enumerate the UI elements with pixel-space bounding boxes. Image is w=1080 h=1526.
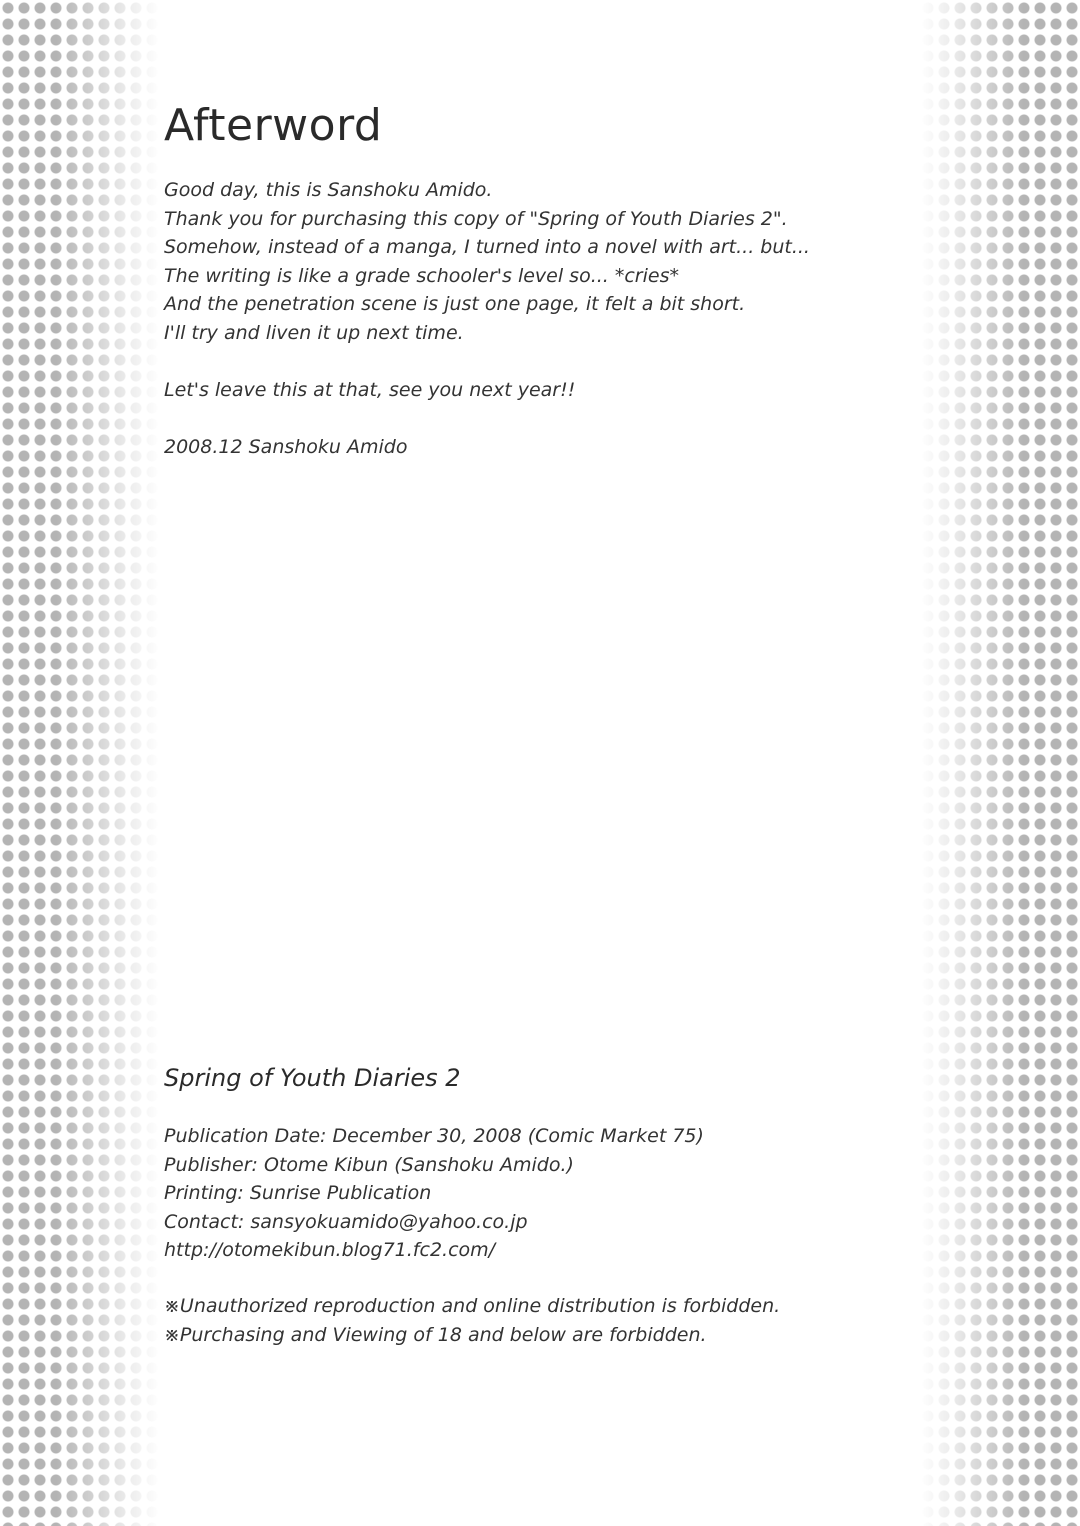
publication-date: Publication Date: December 30, 2008 (Comic Market 75)	[164, 1125, 704, 1147]
afterword-line: Thank you for purchasing this copy of "Spring of Youth Diaries 2".	[164, 207, 788, 230]
afterword-body	[164, 176, 810, 461]
publisher: Publisher: Otome Kibun (Sanshoku Amido.)	[164, 1153, 574, 1176]
paragraph-gap	[164, 404, 810, 433]
contact-email: Contact: sansyokuamido@yahoo.co.jp	[164, 1210, 528, 1233]
legal-notices	[164, 1292, 780, 1349]
page-title: Afterword	[164, 100, 383, 151]
afterword-line: The writing is like a grade schooler's level so... *cries*	[164, 264, 679, 287]
book-title: Spring of Youth Diaries 2	[164, 1064, 461, 1092]
colophon-details	[164, 1122, 704, 1265]
printing: Printing: Sunrise Publication	[164, 1182, 432, 1204]
paragraph-gap	[164, 347, 810, 376]
afterword-line: Good day, this is Sanshoku Amido.	[164, 179, 493, 201]
notice-age-restriction: ※Purchasing and Viewing of 18 and below are forbidden.	[164, 1323, 707, 1346]
afterword-line: I'll try and liven it up next time.	[164, 321, 464, 344]
halftone-border-right	[920, 0, 1080, 1526]
afterword-line: Somehow, instead of a manga, I turned into a novel with art... but...	[164, 236, 810, 258]
halftone-border-left	[0, 0, 160, 1526]
afterword-line: And the penetration scene is just one page, it felt a bit short.	[164, 293, 746, 315]
notice-reproduction: ※Unauthorized reproduction and online distribution is forbidden.	[164, 1295, 781, 1317]
afterword-signature: 2008.12 Sanshoku Amido	[164, 435, 408, 458]
website-url: http://otomekibun.blog71.fc2.com/	[164, 1239, 496, 1261]
afterword-closing: Let's leave this at that, see you next year!!	[164, 378, 576, 401]
